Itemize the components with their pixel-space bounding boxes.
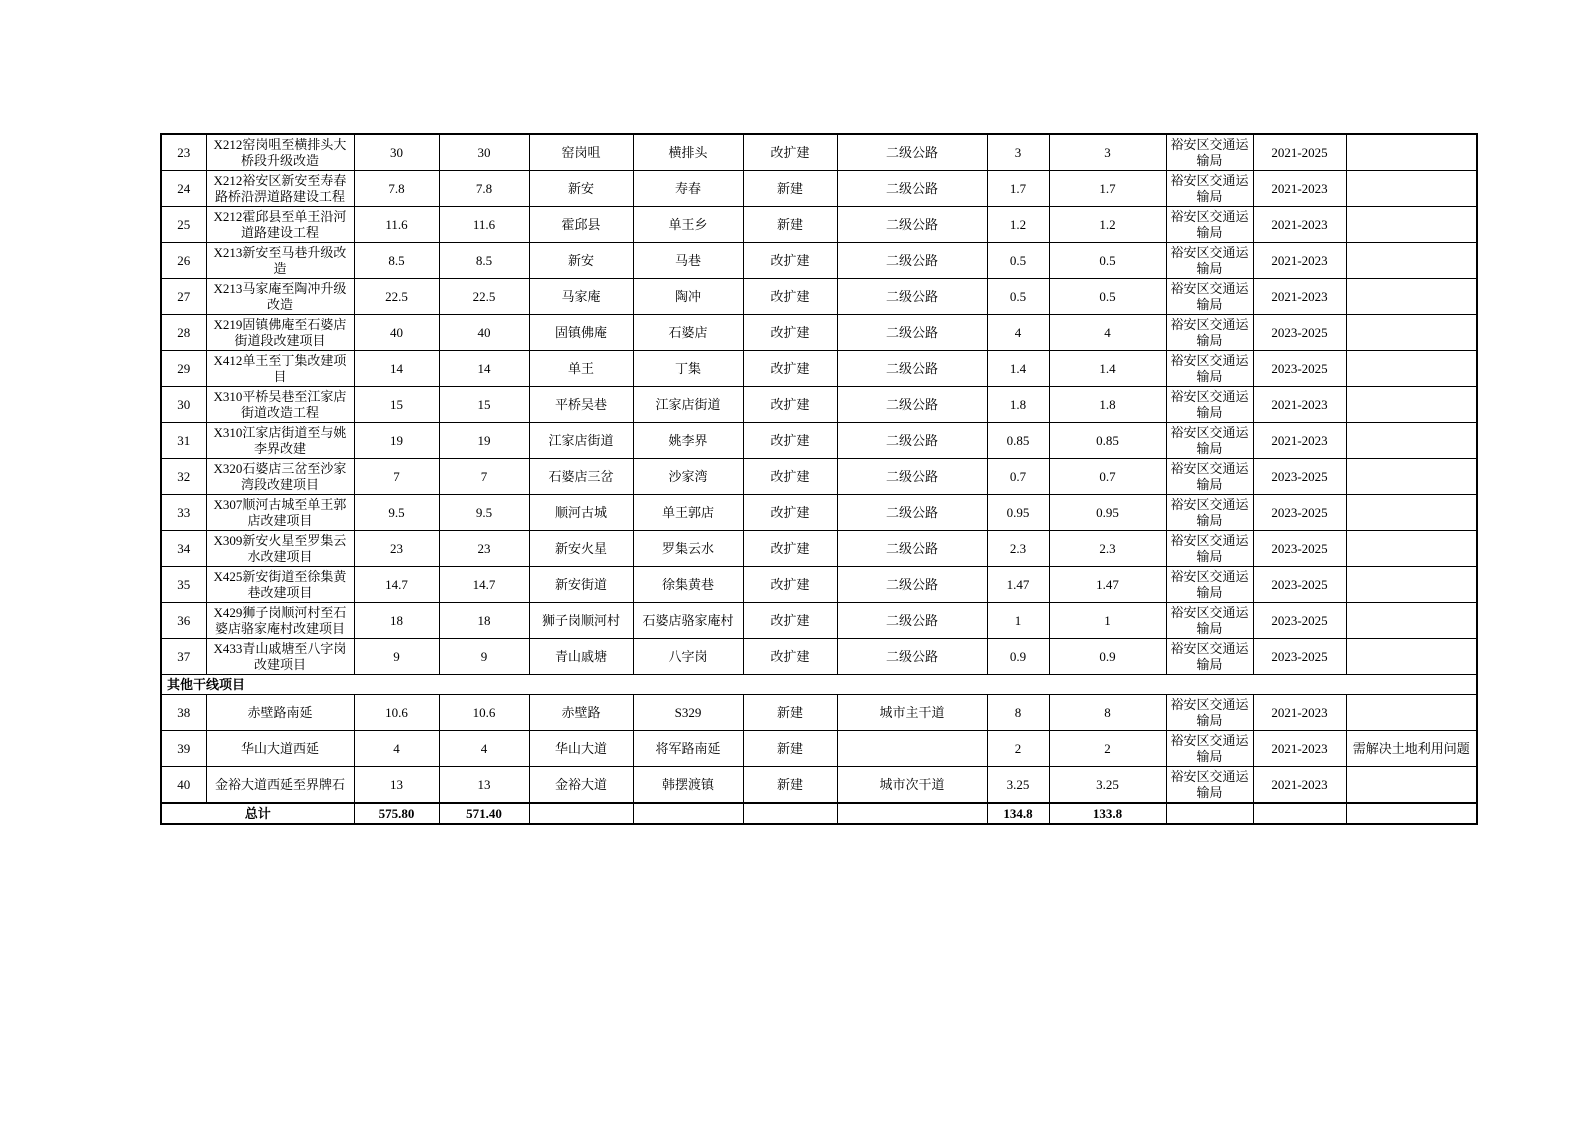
cell-remark [1346,639,1477,675]
cell-name: 赤壁路南延 [206,695,354,731]
cell-no: 34 [161,531,206,567]
cell-remark [1346,134,1477,171]
cell-val3: 8 [987,695,1049,731]
total-cell-remark [1346,803,1477,824]
total-cell-unit [1166,803,1253,824]
cell-unit: 裕安区交通运输局 [1166,731,1253,767]
cell-grade: 城市次干道 [837,767,987,804]
cell-name: X212窑岗咀至横排头大桥段升级改造 [206,134,354,171]
cell-unit: 裕安区交通运输局 [1166,695,1253,731]
total-cell-end [633,803,743,824]
cell-grade [837,731,987,767]
cell-start: 新安 [529,171,633,207]
project-row-27 [161,279,1477,315]
cell-build_type: 改扩建 [743,315,837,351]
cell-val1: 9.5 [354,495,439,531]
cell-remark [1346,695,1477,731]
cell-val2: 18 [439,603,529,639]
cell-val4: 0.5 [1049,279,1166,315]
cell-remark [1346,207,1477,243]
cell-no: 31 [161,423,206,459]
cell-unit: 裕安区交通运输局 [1166,207,1253,243]
cell-name: 华山大道西延 [206,731,354,767]
cell-start: 单王 [529,351,633,387]
cell-val3: 3.25 [987,767,1049,804]
cell-unit: 裕安区交通运输局 [1166,459,1253,495]
cell-val4: 0.7 [1049,459,1166,495]
cell-unit: 裕安区交通运输局 [1166,767,1253,804]
cell-no: 25 [161,207,206,243]
cell-start: 霍邱县 [529,207,633,243]
cell-no: 29 [161,351,206,387]
cell-start: 新安 [529,243,633,279]
cell-name: X310江家店街道至与姚李界改建 [206,423,354,459]
cell-val1: 19 [354,423,439,459]
section-header-row [161,675,1477,695]
cell-end: 寿春 [633,171,743,207]
cell-name: X425新安街道至徐集黄巷改建项目 [206,567,354,603]
cell-grade: 二级公路 [837,351,987,387]
cell-start: 新安街道 [529,567,633,603]
project-row-37 [161,639,1477,675]
cell-start: 固镇佛庵 [529,315,633,351]
cell-val4: 2.3 [1049,531,1166,567]
cell-build_type: 改扩建 [743,351,837,387]
cell-val3: 3 [987,134,1049,171]
cell-years: 2023-2025 [1253,495,1346,531]
cell-end: 将军路南延 [633,731,743,767]
cell-grade: 二级公路 [837,207,987,243]
cell-build_type: 改扩建 [743,134,837,171]
cell-val2: 8.5 [439,243,529,279]
cell-remark [1346,459,1477,495]
cell-no: 38 [161,695,206,731]
cell-val4: 1.7 [1049,171,1166,207]
cell-val2: 4 [439,731,529,767]
cell-val2: 13 [439,767,529,804]
project-row-40 [161,767,1477,804]
total-cell-start [529,803,633,824]
cell-years: 2021-2023 [1253,171,1346,207]
cell-val3: 4 [987,315,1049,351]
cell-val2: 15 [439,387,529,423]
cell-val1: 14 [354,351,439,387]
cell-remark [1346,315,1477,351]
cell-val4: 2 [1049,731,1166,767]
cell-end: 马巷 [633,243,743,279]
cell-years: 2023-2025 [1253,459,1346,495]
cell-remark [1346,531,1477,567]
cell-end: 沙家湾 [633,459,743,495]
cell-unit: 裕安区交通运输局 [1166,495,1253,531]
cell-no: 37 [161,639,206,675]
project-row-35 [161,567,1477,603]
project-row-30 [161,387,1477,423]
cell-build_type: 改扩建 [743,639,837,675]
cell-end: 横排头 [633,134,743,171]
cell-name: X412单王至丁集改建项目 [206,351,354,387]
cell-start: 新安火星 [529,531,633,567]
cell-name: X320石婆店三岔至沙家湾段改建项目 [206,459,354,495]
cell-start: 窑岗咀 [529,134,633,171]
cell-remark [1346,243,1477,279]
cell-years: 2021-2023 [1253,695,1346,731]
cell-val1: 7.8 [354,171,439,207]
cell-unit: 裕安区交通运输局 [1166,639,1253,675]
project-row-23 [161,134,1477,171]
cell-val3: 0.9 [987,639,1049,675]
cell-val2: 19 [439,423,529,459]
cell-start: 狮子岗顺河村 [529,603,633,639]
cell-end: 石婆店 [633,315,743,351]
cell-end: 单王乡 [633,207,743,243]
cell-val1: 9 [354,639,439,675]
cell-grade: 二级公路 [837,495,987,531]
cell-val4: 0.9 [1049,639,1166,675]
project-row-25 [161,207,1477,243]
cell-val1: 4 [354,731,439,767]
cell-years: 2021-2023 [1253,279,1346,315]
cell-no: 39 [161,731,206,767]
cell-val2: 23 [439,531,529,567]
cell-unit: 裕安区交通运输局 [1166,134,1253,171]
cell-end: 姚李界 [633,423,743,459]
cell-unit: 裕安区交通运输局 [1166,351,1253,387]
cell-val3: 1.47 [987,567,1049,603]
cell-end: 罗集云水 [633,531,743,567]
cell-grade: 二级公路 [837,243,987,279]
cell-val3: 0.85 [987,423,1049,459]
cell-unit: 裕安区交通运输局 [1166,387,1253,423]
cell-val3: 2.3 [987,531,1049,567]
cell-years: 2023-2025 [1253,351,1346,387]
cell-start: 石婆店三岔 [529,459,633,495]
cell-build_type: 新建 [743,695,837,731]
cell-end: 陶冲 [633,279,743,315]
cell-grade: 城市主干道 [837,695,987,731]
cell-grade: 二级公路 [837,134,987,171]
cell-val1: 30 [354,134,439,171]
cell-end: S329 [633,695,743,731]
cell-build_type: 新建 [743,171,837,207]
cell-end: 单王郭店 [633,495,743,531]
cell-name: X219固镇佛庵至石婆店街道段改建项目 [206,315,354,351]
cell-build_type: 新建 [743,767,837,804]
cell-grade: 二级公路 [837,531,987,567]
cell-name: X212裕安区新安至寿春路桥沿淠道路建设工程 [206,171,354,207]
cell-end: 八字岗 [633,639,743,675]
project-row-38 [161,695,1477,731]
cell-no: 40 [161,767,206,804]
cell-start: 金裕大道 [529,767,633,804]
project-row-39 [161,731,1477,767]
cell-val2: 9 [439,639,529,675]
cell-years: 2021-2023 [1253,423,1346,459]
cell-no: 23 [161,134,206,171]
cell-val2: 22.5 [439,279,529,315]
cell-remark [1346,279,1477,315]
project-row-34 [161,531,1477,567]
total-cell-years [1253,803,1346,824]
total-cell-build_type [743,803,837,824]
cell-unit: 裕安区交通运输局 [1166,531,1253,567]
cell-val1: 13 [354,767,439,804]
cell-grade: 二级公路 [837,567,987,603]
total-row [161,803,1477,824]
cell-grade: 二级公路 [837,423,987,459]
project-row-26 [161,243,1477,279]
cell-no: 35 [161,567,206,603]
cell-no: 33 [161,495,206,531]
cell-val4: 8 [1049,695,1166,731]
cell-val1: 22.5 [354,279,439,315]
cell-no: 28 [161,315,206,351]
cell-val1: 14.7 [354,567,439,603]
cell-val1: 10.6 [354,695,439,731]
total-cell-val3: 134.8 [987,803,1049,824]
cell-val4: 1.47 [1049,567,1166,603]
cell-val1: 23 [354,531,439,567]
cell-grade: 二级公路 [837,315,987,351]
cell-unit: 裕安区交通运输局 [1166,423,1253,459]
cell-name: X433青山戚塘至八字岗改建项目 [206,639,354,675]
cell-build_type: 改扩建 [743,531,837,567]
project-row-29 [161,351,1477,387]
cell-remark [1346,351,1477,387]
cell-val4: 3 [1049,134,1166,171]
cell-unit: 裕安区交通运输局 [1166,603,1253,639]
cell-build_type: 改扩建 [743,603,837,639]
cell-build_type: 改扩建 [743,279,837,315]
cell-val4: 0.85 [1049,423,1166,459]
cell-val3: 0.95 [987,495,1049,531]
cell-grade: 二级公路 [837,279,987,315]
cell-val2: 40 [439,315,529,351]
cell-val2: 30 [439,134,529,171]
cell-val1: 7 [354,459,439,495]
cell-grade: 二级公路 [837,603,987,639]
total-cell-val1: 575.80 [354,803,439,824]
cell-val4: 0.95 [1049,495,1166,531]
cell-no: 24 [161,171,206,207]
cell-build_type: 改扩建 [743,387,837,423]
cell-no: 36 [161,603,206,639]
cell-years: 2021-2023 [1253,387,1346,423]
cell-val2: 9.5 [439,495,529,531]
cell-val3: 1.8 [987,387,1049,423]
cell-remark [1346,171,1477,207]
cell-val3: 0.7 [987,459,1049,495]
project-row-33 [161,495,1477,531]
cell-build_type: 改扩建 [743,243,837,279]
projects-table-body [161,134,1477,824]
cell-val4: 4 [1049,315,1166,351]
cell-years: 2023-2025 [1253,531,1346,567]
cell-remark [1346,387,1477,423]
total-cell-grade [837,803,987,824]
cell-grade: 二级公路 [837,459,987,495]
cell-name: X309新安火星至罗集云水改建项目 [206,531,354,567]
cell-build_type: 改扩建 [743,423,837,459]
cell-build_type: 新建 [743,207,837,243]
cell-no: 30 [161,387,206,423]
project-row-36 [161,603,1477,639]
cell-start: 平桥吴巷 [529,387,633,423]
cell-start: 江家店街道 [529,423,633,459]
cell-unit: 裕安区交通运输局 [1166,279,1253,315]
cell-val1: 40 [354,315,439,351]
cell-start: 赤壁路 [529,695,633,731]
cell-end: 韩摆渡镇 [633,767,743,804]
cell-remark [1346,767,1477,804]
cell-remark [1346,567,1477,603]
project-row-31 [161,423,1477,459]
cell-unit: 裕安区交通运输局 [1166,243,1253,279]
section-header-label: 其他干线项目 [161,675,1477,695]
total-label: 总计 [161,803,354,824]
project-row-32 [161,459,1477,495]
cell-remark [1346,495,1477,531]
cell-start: 青山戚塘 [529,639,633,675]
cell-no: 27 [161,279,206,315]
cell-start: 马家庵 [529,279,633,315]
cell-val2: 10.6 [439,695,529,731]
cell-end: 江家店街道 [633,387,743,423]
cell-name: X429狮子岗顺河村至石婆店骆家庵村改建项目 [206,603,354,639]
cell-val3: 0.5 [987,243,1049,279]
cell-val4: 1.4 [1049,351,1166,387]
total-cell-val2: 571.40 [439,803,529,824]
cell-val3: 1.7 [987,171,1049,207]
cell-name: X213马家庵至陶冲升级改造 [206,279,354,315]
cell-name: X212霍邱县至单王沿河道路建设工程 [206,207,354,243]
cell-val2: 7.8 [439,171,529,207]
cell-val4: 1.8 [1049,387,1166,423]
cell-build_type: 改扩建 [743,459,837,495]
cell-years: 2021-2023 [1253,731,1346,767]
cell-build_type: 新建 [743,731,837,767]
cell-no: 32 [161,459,206,495]
cell-name: X307顺河古城至单王郭店改建项目 [206,495,354,531]
cell-remark [1346,423,1477,459]
cell-val2: 11.6 [439,207,529,243]
cell-val3: 1.4 [987,351,1049,387]
cell-end: 徐集黄巷 [633,567,743,603]
cell-years: 2021-2023 [1253,207,1346,243]
cell-grade: 二级公路 [837,639,987,675]
cell-val2: 14.7 [439,567,529,603]
cell-no: 26 [161,243,206,279]
cell-val3: 2 [987,731,1049,767]
cell-unit: 裕安区交通运输局 [1166,315,1253,351]
cell-grade: 二级公路 [837,171,987,207]
cell-val1: 18 [354,603,439,639]
cell-name: 金裕大道西延至界牌石 [206,767,354,804]
cell-end: 石婆店骆家庵村 [633,603,743,639]
cell-name: X310平桥吴巷至江家店街道改造工程 [206,387,354,423]
cell-unit: 裕安区交通运输局 [1166,171,1253,207]
cell-start: 顺河古城 [529,495,633,531]
projects-table [160,133,1478,825]
cell-val1: 8.5 [354,243,439,279]
cell-build_type: 改扩建 [743,567,837,603]
cell-years: 2023-2025 [1253,639,1346,675]
cell-remark: 需解决土地利用问题 [1346,731,1477,767]
cell-val3: 0.5 [987,279,1049,315]
cell-val3: 1.2 [987,207,1049,243]
cell-val4: 3.25 [1049,767,1166,804]
cell-val4: 1 [1049,603,1166,639]
cell-val4: 0.5 [1049,243,1166,279]
cell-end: 丁集 [633,351,743,387]
cell-name: X213新安至马巷升级改造 [206,243,354,279]
cell-years: 2023-2025 [1253,603,1346,639]
cell-val2: 7 [439,459,529,495]
cell-val1: 15 [354,387,439,423]
cell-val1: 11.6 [354,207,439,243]
cell-years: 2023-2025 [1253,567,1346,603]
cell-grade: 二级公路 [837,387,987,423]
total-cell-val4: 133.8 [1049,803,1166,824]
cell-remark [1346,603,1477,639]
cell-start: 华山大道 [529,731,633,767]
cell-build_type: 改扩建 [743,495,837,531]
cell-val2: 14 [439,351,529,387]
cell-unit: 裕安区交通运输局 [1166,567,1253,603]
project-row-24 [161,171,1477,207]
cell-val4: 1.2 [1049,207,1166,243]
cell-years: 2023-2025 [1253,315,1346,351]
cell-years: 2021-2025 [1253,134,1346,171]
cell-years: 2021-2023 [1253,243,1346,279]
cell-val3: 1 [987,603,1049,639]
cell-years: 2021-2023 [1253,767,1346,804]
project-row-28 [161,315,1477,351]
